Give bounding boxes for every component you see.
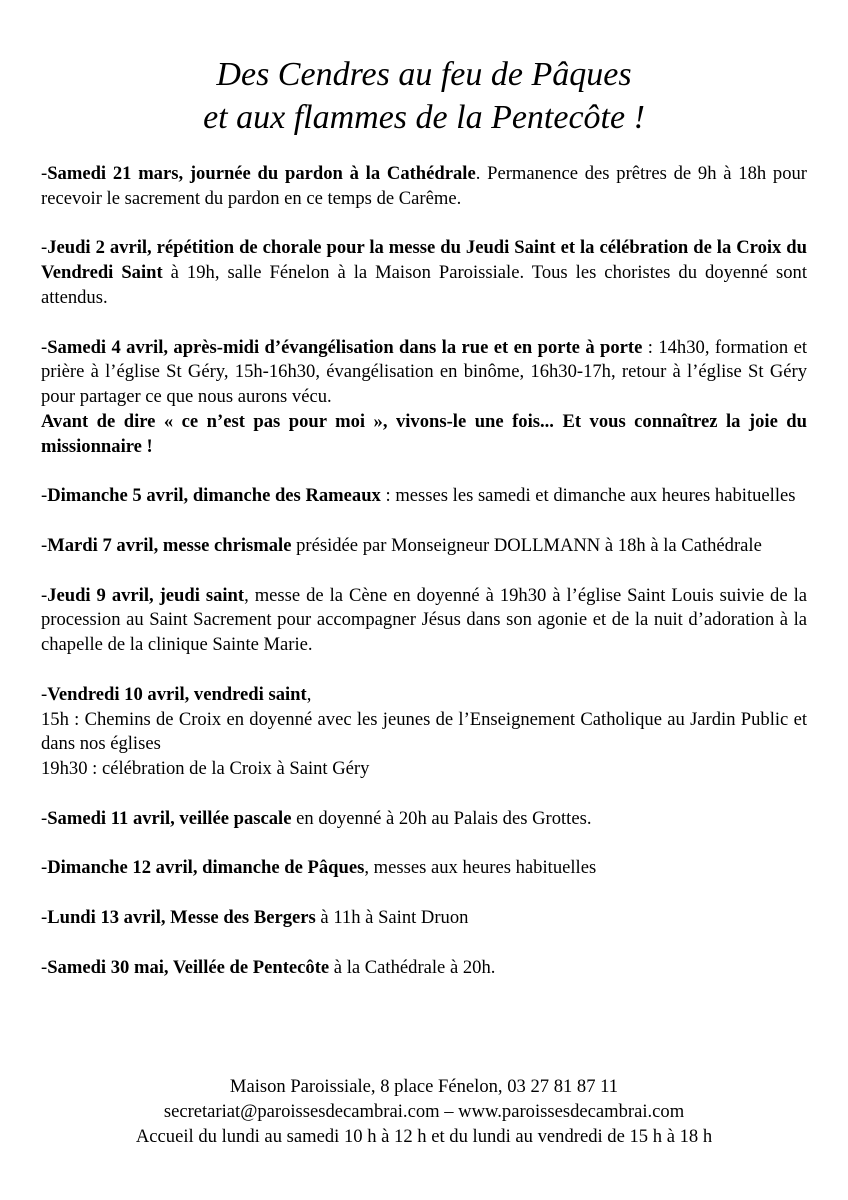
event-item <box>41 956 807 981</box>
event-title: Vendredi 10 avril, vendredi saint <box>47 683 307 705</box>
event-details: en doyenné à 20h au Palais des Grottes. <box>291 807 592 829</box>
event-prefix: - <box>41 584 48 606</box>
event-prefix: - <box>41 163 48 184</box>
event-title: Samedi 30 mai, Veillée de Pentecôte <box>47 956 330 978</box>
event-details: , <box>306 683 312 705</box>
event-details: à 11h à Saint Druon <box>315 906 469 928</box>
event-item <box>41 807 807 832</box>
event-details: à 19h, salle Fénelon à la Maison Paroissiale. Tous les choristes du doyenné sont attendus. <box>41 262 807 308</box>
event-details: . Permanence des prêtres de 9h à 18h pour recevoir le sacrement du pardon en ce temps de Carême. <box>41 163 808 209</box>
event-list <box>41 162 807 1005</box>
event-prefix: - <box>41 336 48 358</box>
event-prefix: - <box>41 237 48 259</box>
event-schedule-line: 15h : Chemins de Croix en doyenné avec les jeunes de l’Enseignement Catholique au Jardin Public et dans nos églises <box>41 708 807 755</box>
event-item <box>41 584 807 658</box>
event-title: Jeudi 9 avril, jeudi saint <box>47 584 245 606</box>
event-item <box>41 856 807 881</box>
event-title: Samedi 4 avril, après-midi d’évangélisation dans la rue et en porte à porte <box>47 336 643 358</box>
event-details: : 14h30, formation et prière à l’église St Géry, 15h-16h30, évangélisation en binôme, 16h30-17h, retour à l’église St Géry pour partager ce que nous aurons vécu. <box>41 336 808 408</box>
event-item <box>41 683 807 782</box>
event-prefix: - <box>41 485 48 507</box>
event-title: Lundi 13 avril, Messe des Bergers <box>47 906 316 928</box>
event-prefix: - <box>41 906 48 928</box>
event-details: , messes aux heures habituelles <box>364 857 597 879</box>
event-title: Samedi 21 mars, journée du pardon à la Cathédrale <box>47 163 476 184</box>
event-title: Jeudi 2 avril, répétition de chorale pour la messe du Jeudi Saint et la célébration de la Croix du Vendredi Saint <box>41 237 807 284</box>
event-title: Samedi 11 avril, veillée pascale <box>47 807 292 829</box>
event-item <box>41 484 807 509</box>
event-item <box>41 336 807 460</box>
event-schedule-line: 19h30 : célébration de la Croix à Saint Géry <box>41 758 370 780</box>
event-details: , messe de la Cène en doyenné à 19h30 à l’église Saint Louis suivie de la procession au Saint Sacrement pour accompagner Jésus dans son agonie et de la nuit d’adoration à la chapelle de la clinique Sainte Marie. <box>41 584 807 656</box>
event-note: Avant de dire « ce n’est pas pour moi », vivons-le une fois... Et vous connaîtrez la joie du missionnaire ! <box>41 410 807 457</box>
event-item <box>41 534 807 559</box>
event-title: Dimanche 12 avril, dimanche de Pâques <box>47 857 365 879</box>
event-prefix: - <box>41 683 48 705</box>
page-title-line-1: Des Cendres au feu de Pâques <box>216 56 632 93</box>
event-prefix: - <box>41 807 48 829</box>
event-details: à la Cathédrale à 20h. <box>329 956 496 978</box>
footer-opening-hours: Accueil du lundi au samedi 10 h à 12 h et du lundi au vendredi de 15 h à 18 h <box>135 1125 713 1147</box>
event-title: Dimanche 5 avril, dimanche des Rameaux <box>47 485 381 507</box>
event-item <box>41 162 807 212</box>
page-title-line-2: et aux flammes de la Pentecôte ! <box>203 99 645 136</box>
event-prefix: - <box>41 534 48 556</box>
footer-web-contact: secretariat@paroissesdecambrai.com – www.paroissesdecambrai.com <box>163 1100 685 1122</box>
footer-address: Maison Paroissiale, 8 place Fénelon, 03 27 81 87 11 <box>229 1076 619 1097</box>
event-item <box>41 236 807 310</box>
event-prefix: - <box>41 956 48 978</box>
event-item <box>41 906 807 931</box>
event-title: Mardi 7 avril, messe chrismale <box>47 534 292 556</box>
event-prefix: - <box>41 857 48 879</box>
event-details: présidée par Monseigneur DOLLMANN à 18h à la Cathédrale <box>291 534 762 556</box>
contact-footer <box>0 1075 848 1149</box>
event-details: : messes les samedi et dimanche aux heures habituelles <box>380 485 796 507</box>
